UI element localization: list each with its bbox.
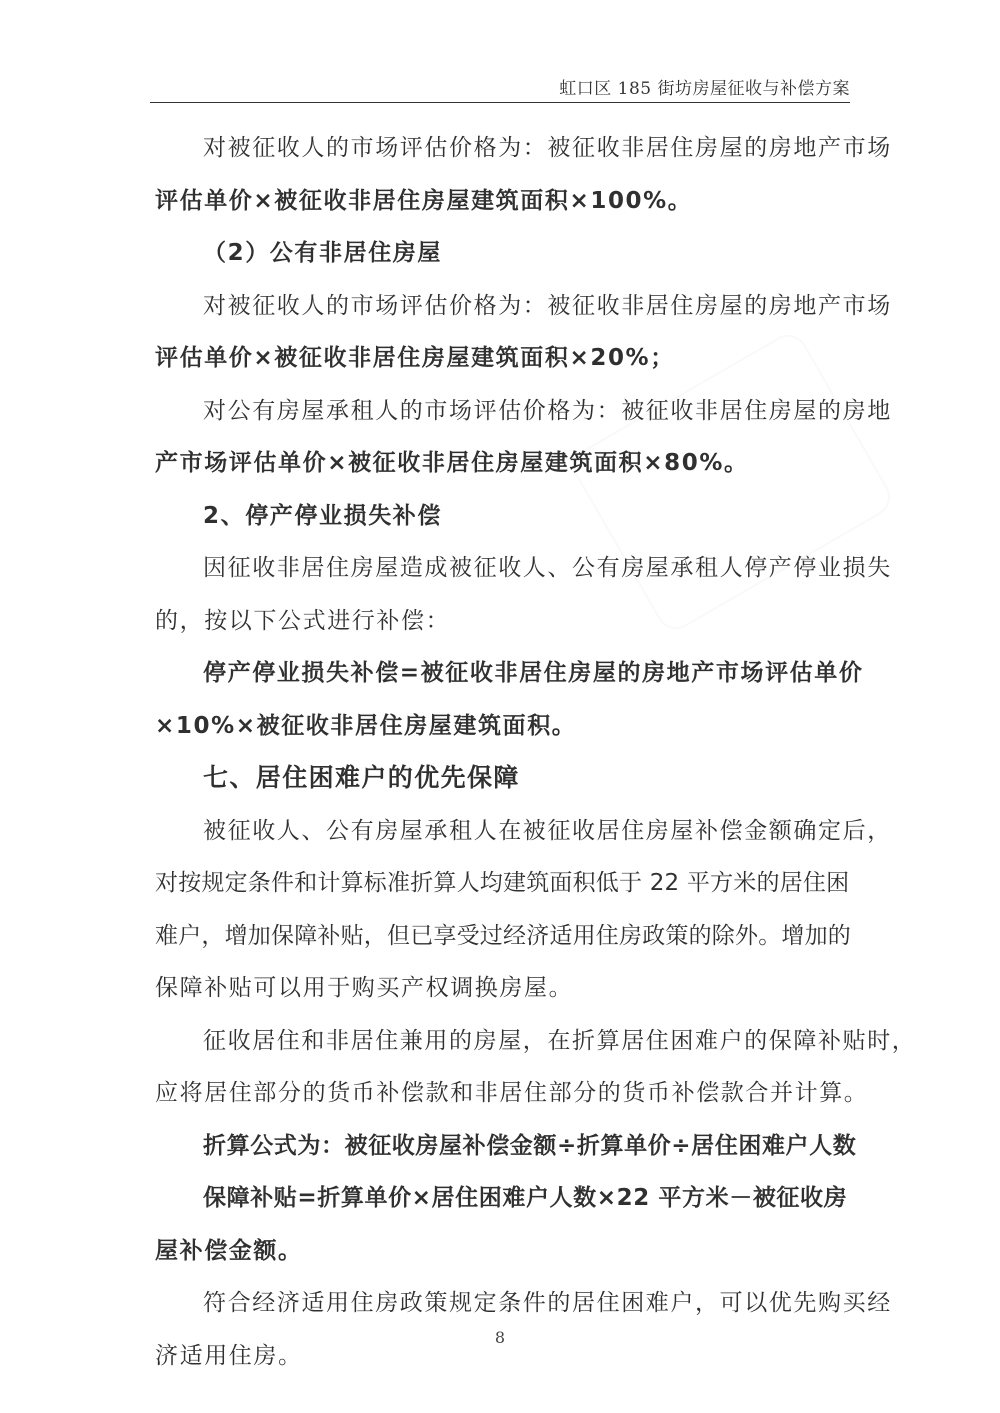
body-text xyxy=(155,122,917,1382)
paragraph-line: 对公有房屋承租人的市场评估价格为：被征收非居住房屋的房地 xyxy=(203,397,892,424)
formula-line: 评估单价×被征收非居住房屋建筑面积×20%； xyxy=(155,345,675,371)
paragraph-line: 被征收人、公有房屋承租人在被征收居住房屋补偿金额确定后， xyxy=(203,817,892,844)
subsection-heading: （2）公有非居住房屋 xyxy=(203,240,443,266)
paragraph-line: 保障补贴可以用于购买产权调换房屋。 xyxy=(155,975,574,1001)
header-title: 虹口区 185 街坊房屋征收与补偿方案 xyxy=(559,79,850,99)
paragraph-line: 征收居住和非居住兼用的房屋，在折算居住困难户的保障补贴时， xyxy=(203,1027,917,1054)
subsection-heading: 2、停产停业损失补偿 xyxy=(203,502,443,529)
paragraph-line: 应将居住部分的货币补偿款和非居住部分的货币补偿款合并计算。 xyxy=(155,1080,869,1106)
paragraph-line: 符合经济适用住房政策规定条件的居住困难户，可以优先购买经 xyxy=(203,1290,892,1316)
paragraph-line: 对被征收人的市场评估价格为：被征收非居住房屋的房地产市场 xyxy=(203,292,892,319)
paragraph-line: 对被征收人的市场评估价格为：被征收非居住房屋的房地产市场 xyxy=(203,135,892,161)
formula-line: 评估单价×被征收非居住房屋建筑面积×100%。 xyxy=(155,187,693,214)
formula-line: 保障补贴=折算单价×居住困难户人数×22 平方米－被征收房 xyxy=(203,1185,848,1211)
formula-line: 产市场评估单价×被征收非居住房屋建筑面积×80%。 xyxy=(155,450,749,476)
formula-line: 停产停业损失补偿=被征收非居住房屋的房地产市场评估单价 xyxy=(203,660,864,686)
page-header xyxy=(150,72,850,103)
formula-line: ×10%×被征收非居住房屋建筑面积。 xyxy=(155,712,577,739)
formula-line: 折算公式为：被征收房屋补偿金额÷折算单价÷居住困难户人数 xyxy=(203,1132,857,1159)
page-number: 8 xyxy=(494,1328,506,1347)
paragraph-line: 的，按以下公式进行补偿： xyxy=(155,607,451,634)
formula-line: 屋补偿金额。 xyxy=(155,1237,303,1264)
section-heading: 七、居住困难户的优先保障 xyxy=(203,763,520,792)
paragraph-line: 因征收非居住房屋造成被征收人、公有房屋承租人停产停业损失 xyxy=(203,555,892,581)
paragraph-line: 济适用住房。 xyxy=(155,1342,303,1369)
paragraph-line: 难户，增加保障补贴，但已享受过经济适用住房政策的除外。增加的 xyxy=(155,922,851,949)
paragraph-line: 对按规定条件和计算标准折算人均建筑面积低于 22 平方米的居住困 xyxy=(155,870,850,896)
